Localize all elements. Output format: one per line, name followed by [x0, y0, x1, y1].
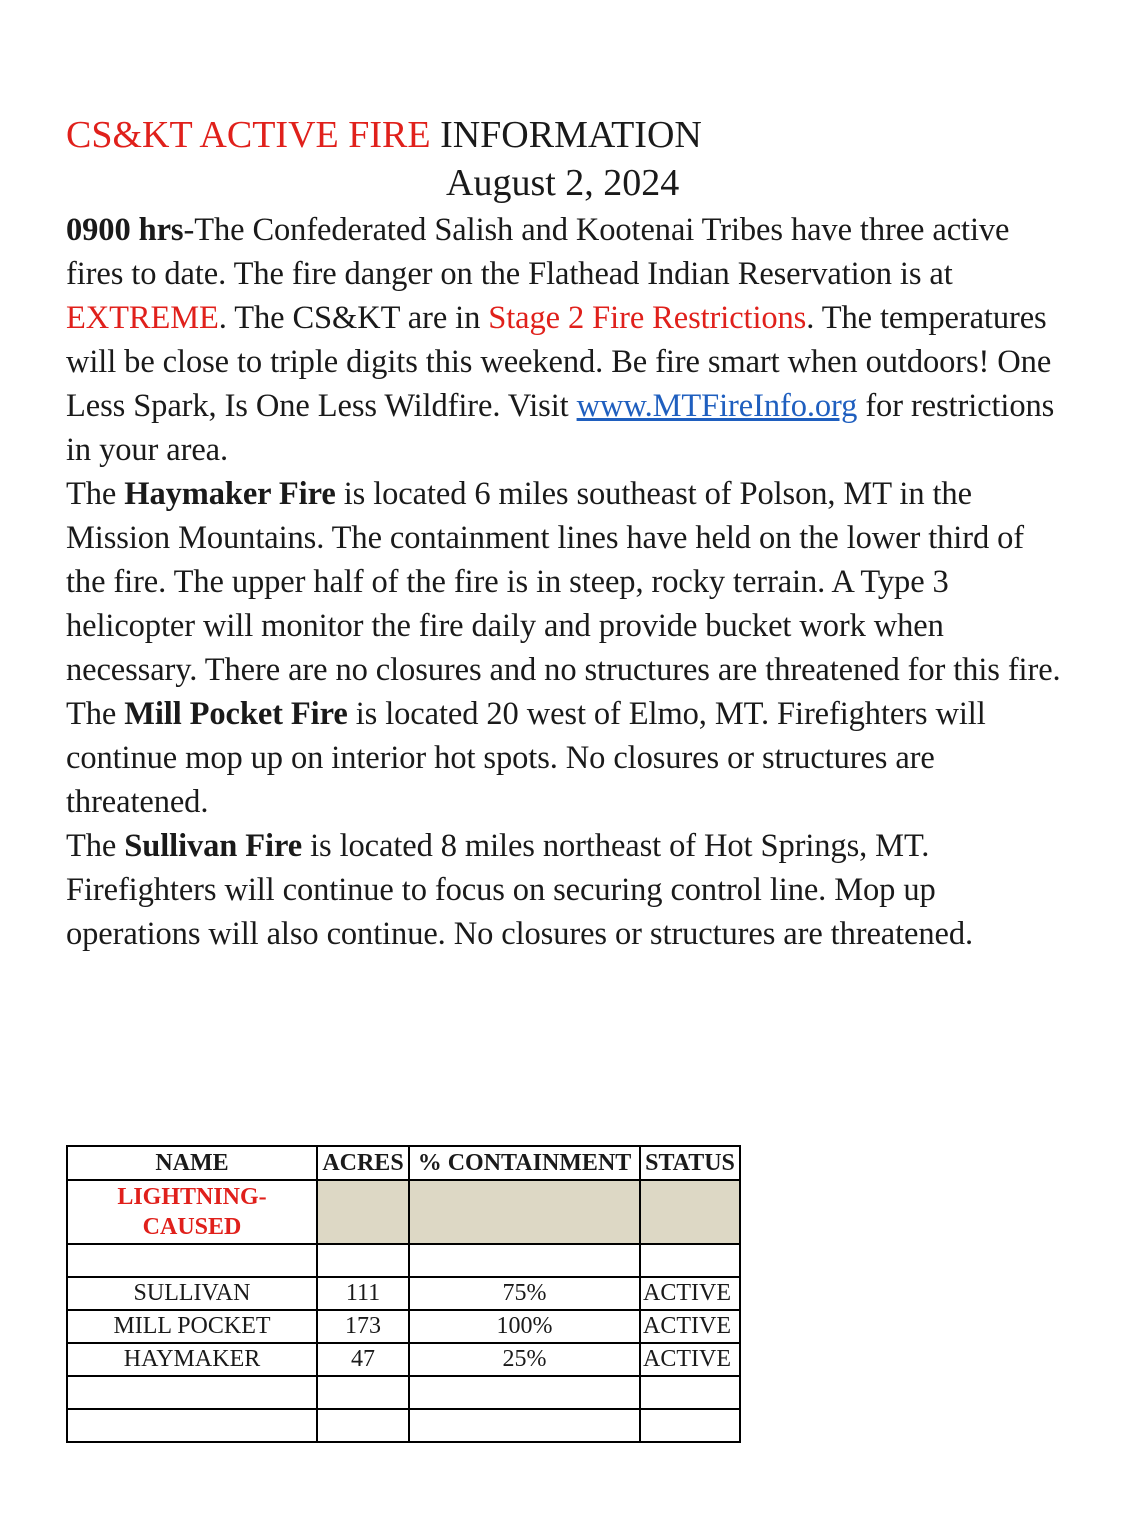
table-row	[67, 1310, 740, 1343]
header-name: NAME	[67, 1146, 317, 1180]
update-text: -The Confederated Salish and Kootenai Tribes have three active fires to date. The fire danger on the Flathead Indian Reservation is at	[66, 212, 1010, 292]
status-cell: ACTIVE	[640, 1343, 740, 1376]
shaded-cell	[317, 1180, 409, 1244]
fire-status-table	[66, 1145, 741, 1443]
table-header-row	[67, 1146, 740, 1180]
fire-name: Haymaker Fire	[124, 476, 336, 512]
fire-danger-level: EXTREME	[66, 300, 219, 336]
title-red-part: CS&KT ACTIVE FIRE	[66, 114, 431, 156]
sullivan-paragraph	[66, 824, 1066, 956]
fire-name-cell: HAYMAKER	[67, 1343, 317, 1376]
restriction-stage: Stage 2 Fire Restrictions	[488, 300, 807, 336]
fire-name: Mill Pocket Fire	[124, 696, 348, 732]
header-containment: % CONTAINMENT	[409, 1146, 640, 1180]
category-row	[67, 1180, 740, 1244]
fire-name-cell: SULLIVAN	[67, 1277, 317, 1310]
update-text: for restrictions in your area.	[66, 388, 1055, 468]
fire-text: The	[66, 828, 125, 864]
blank-row	[67, 1244, 740, 1277]
table-row	[67, 1343, 740, 1376]
acres-cell: 173	[317, 1310, 409, 1343]
header-status: STATUS	[640, 1146, 740, 1180]
update-paragraph	[66, 208, 1066, 472]
report-body	[66, 208, 1066, 956]
update-time: 0900 hrs	[66, 212, 184, 248]
blank-row	[67, 1409, 740, 1442]
containment-cell: 100%	[409, 1310, 640, 1343]
shaded-cell	[409, 1180, 640, 1244]
table-row	[67, 1277, 740, 1310]
header-acres: ACRES	[317, 1146, 409, 1180]
status-cell: ACTIVE	[640, 1277, 740, 1310]
mill-pocket-paragraph	[66, 692, 1066, 824]
fire-text: is located 8 miles northeast of Hot Springs, MT. Firefighters will continue to focus on securing control line. Mop up operations will also continue. No closures or structures are threatened.	[66, 828, 974, 952]
acres-cell: 47	[317, 1343, 409, 1376]
blank-row	[67, 1376, 740, 1409]
fire-name-cell: MILL POCKET	[67, 1310, 317, 1343]
containment-cell: 75%	[409, 1277, 640, 1310]
acres-cell: 111	[317, 1277, 409, 1310]
report-date: August 2, 2024	[446, 162, 680, 204]
fire-text: The	[66, 696, 125, 732]
status-cell: ACTIVE	[640, 1310, 740, 1343]
title-black-part: INFORMATION	[440, 114, 702, 156]
category-label	[67, 1180, 317, 1244]
update-text: . The temperatures will be close to triple digits this weekend. Be fire smart when outdoors! One Less Spark, Is One Less Wildfire. Visit	[66, 300, 1052, 424]
containment-cell: 25%	[409, 1343, 640, 1376]
page-title	[66, 112, 1066, 158]
update-text: . The CS&KT are in	[218, 300, 489, 336]
mtfireinfo-link[interactable]: www.MTFireInfo.org	[576, 388, 858, 424]
fire-info-document	[66, 112, 1066, 956]
fire-text: is located 20 west of Elmo, MT. Firefighters will continue mop up on interior hot spots. No closures or structures are threatened.	[66, 696, 986, 820]
haymaker-paragraph	[66, 472, 1066, 692]
shaded-cell	[640, 1180, 740, 1244]
category-line: LIGHTNING-	[117, 1184, 267, 1210]
fire-text: is located 6 miles southeast of Polson, MT in the Mission Mountains. The containment lines have held on the lower third of the fire. The upper half of the fire is in steep, rocky terrain. A Type 3 helicopter will monitor the fire daily and provide bucket work when necessary. There are no closures and no structures are threatened for this fire.	[66, 476, 1061, 688]
fire-name: Sullivan Fire	[124, 828, 303, 864]
fire-text: The	[66, 476, 125, 512]
category-line: CAUSED	[142, 1214, 242, 1240]
